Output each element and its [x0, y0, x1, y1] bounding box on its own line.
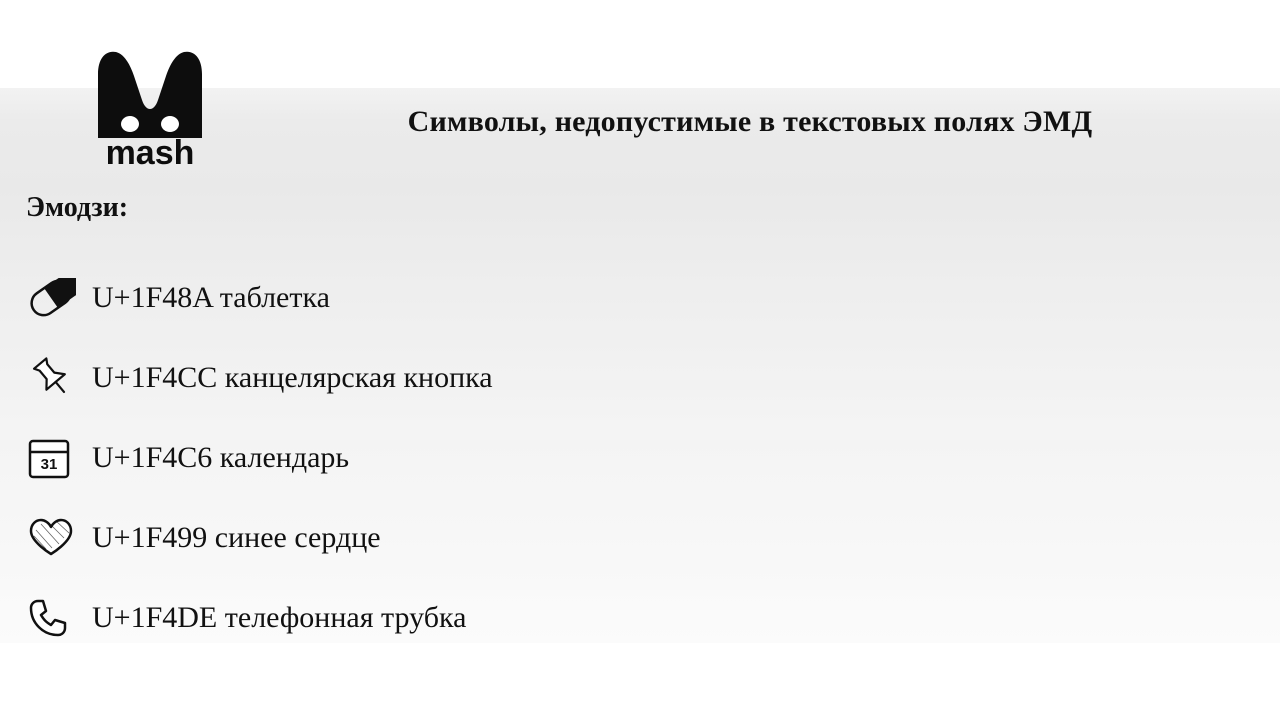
emoji-code: U+1F4DE: [92, 601, 218, 634]
list-item: [26, 258, 1126, 338]
emoji-code: U+1F499: [92, 521, 208, 554]
emoji-label: [92, 601, 466, 635]
emoji-name: канцелярская кнопка: [224, 361, 493, 394]
calendar-day-number: 31: [40, 456, 58, 473]
list-item: [26, 498, 1126, 578]
emoji-list: [26, 258, 1126, 658]
pushpin-icon: [26, 352, 82, 404]
emoji-label: [92, 281, 330, 315]
list-item: [26, 418, 1126, 498]
emoji-name: таблетка: [219, 281, 330, 314]
heart-icon: [26, 512, 82, 564]
emoji-code: U+1F4C6: [92, 441, 213, 474]
section-heading: Эмодзи:: [26, 192, 129, 223]
emoji-name: синее сердце: [214, 521, 381, 554]
emoji-code: U+1F4CC: [92, 361, 218, 394]
page-title: Символы, недопустимые в текстовых полях ЭМД: [407, 105, 1093, 138]
calendar-icon: [26, 432, 82, 484]
emoji-name: телефонная трубка: [224, 601, 467, 634]
emoji-name: календарь: [219, 441, 350, 474]
logo-wordmark: mash: [105, 134, 195, 168]
telephone-receiver-icon: [26, 592, 82, 644]
emoji-label: [92, 521, 381, 555]
list-item: [26, 578, 1126, 658]
pill-icon: [26, 272, 82, 324]
emoji-label: [92, 441, 349, 475]
mash-logo: [92, 46, 208, 168]
emoji-code: U+1F48A: [92, 281, 213, 314]
list-item: [26, 338, 1126, 418]
emoji-label: [92, 361, 493, 395]
